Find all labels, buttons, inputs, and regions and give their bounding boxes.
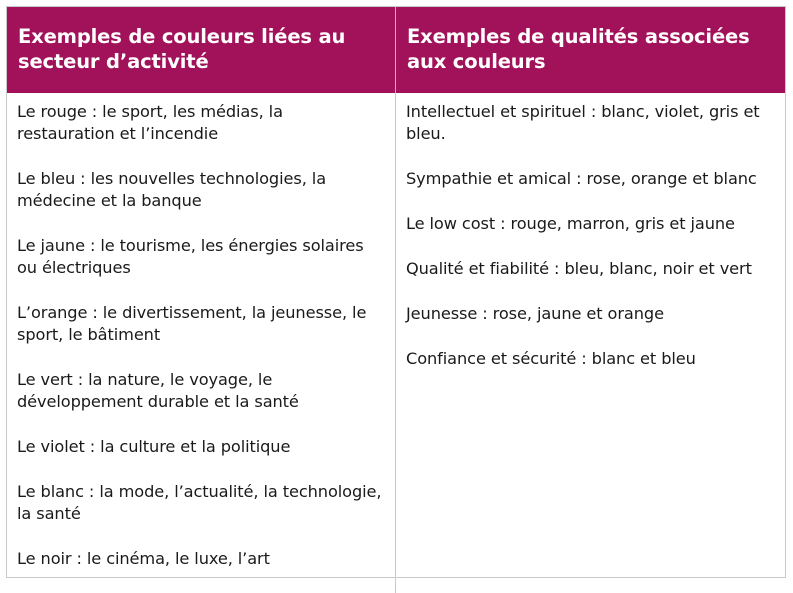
list-item: Le violet : la culture et la politique — [17, 437, 291, 456]
list-item: Le noir : le cinéma, le luxe, l’art — [17, 549, 270, 568]
sectors-cell — [7, 93, 396, 593]
list-item: Le blanc : la mode, l’actualité, la technologie, la santé — [17, 482, 382, 523]
list-item: Sympathie et amical : rose, orange et blanc — [406, 169, 757, 188]
list-item: Le rouge : le sport, les médias, la restauration et l’incendie — [17, 102, 283, 143]
list-item: Jeunesse : rose, jaune et orange — [406, 304, 664, 323]
list-item: Intellectuel et spirituel : blanc, violet, gris et bleu. — [406, 102, 760, 143]
list-item: Qualité et fiabilité : bleu, blanc, noir et vert — [406, 259, 752, 278]
column-header-qualities: Exemples de qualités associées aux couleurs — [396, 7, 785, 93]
list-item: Le bleu : les nouvelles technologies, la médecine et la banque — [17, 169, 327, 210]
list-item: Confiance et sécurité : blanc et bleu — [406, 349, 696, 368]
list-item: L’orange : le divertissement, la jeunesse, le sport, le bâtiment — [17, 303, 367, 344]
color-table — [6, 6, 786, 578]
list-item: Le low cost : rouge, marron, gris et jaune — [406, 214, 735, 233]
list-item: Le vert : la nature, le voyage, le développement durable et la santé — [17, 370, 299, 411]
qualities-cell — [396, 93, 785, 593]
list-item: Le jaune : le tourisme, les énergies solaires ou électriques — [17, 236, 364, 277]
column-header-sectors: Exemples de couleurs liées au secteur d’activité — [7, 7, 396, 93]
